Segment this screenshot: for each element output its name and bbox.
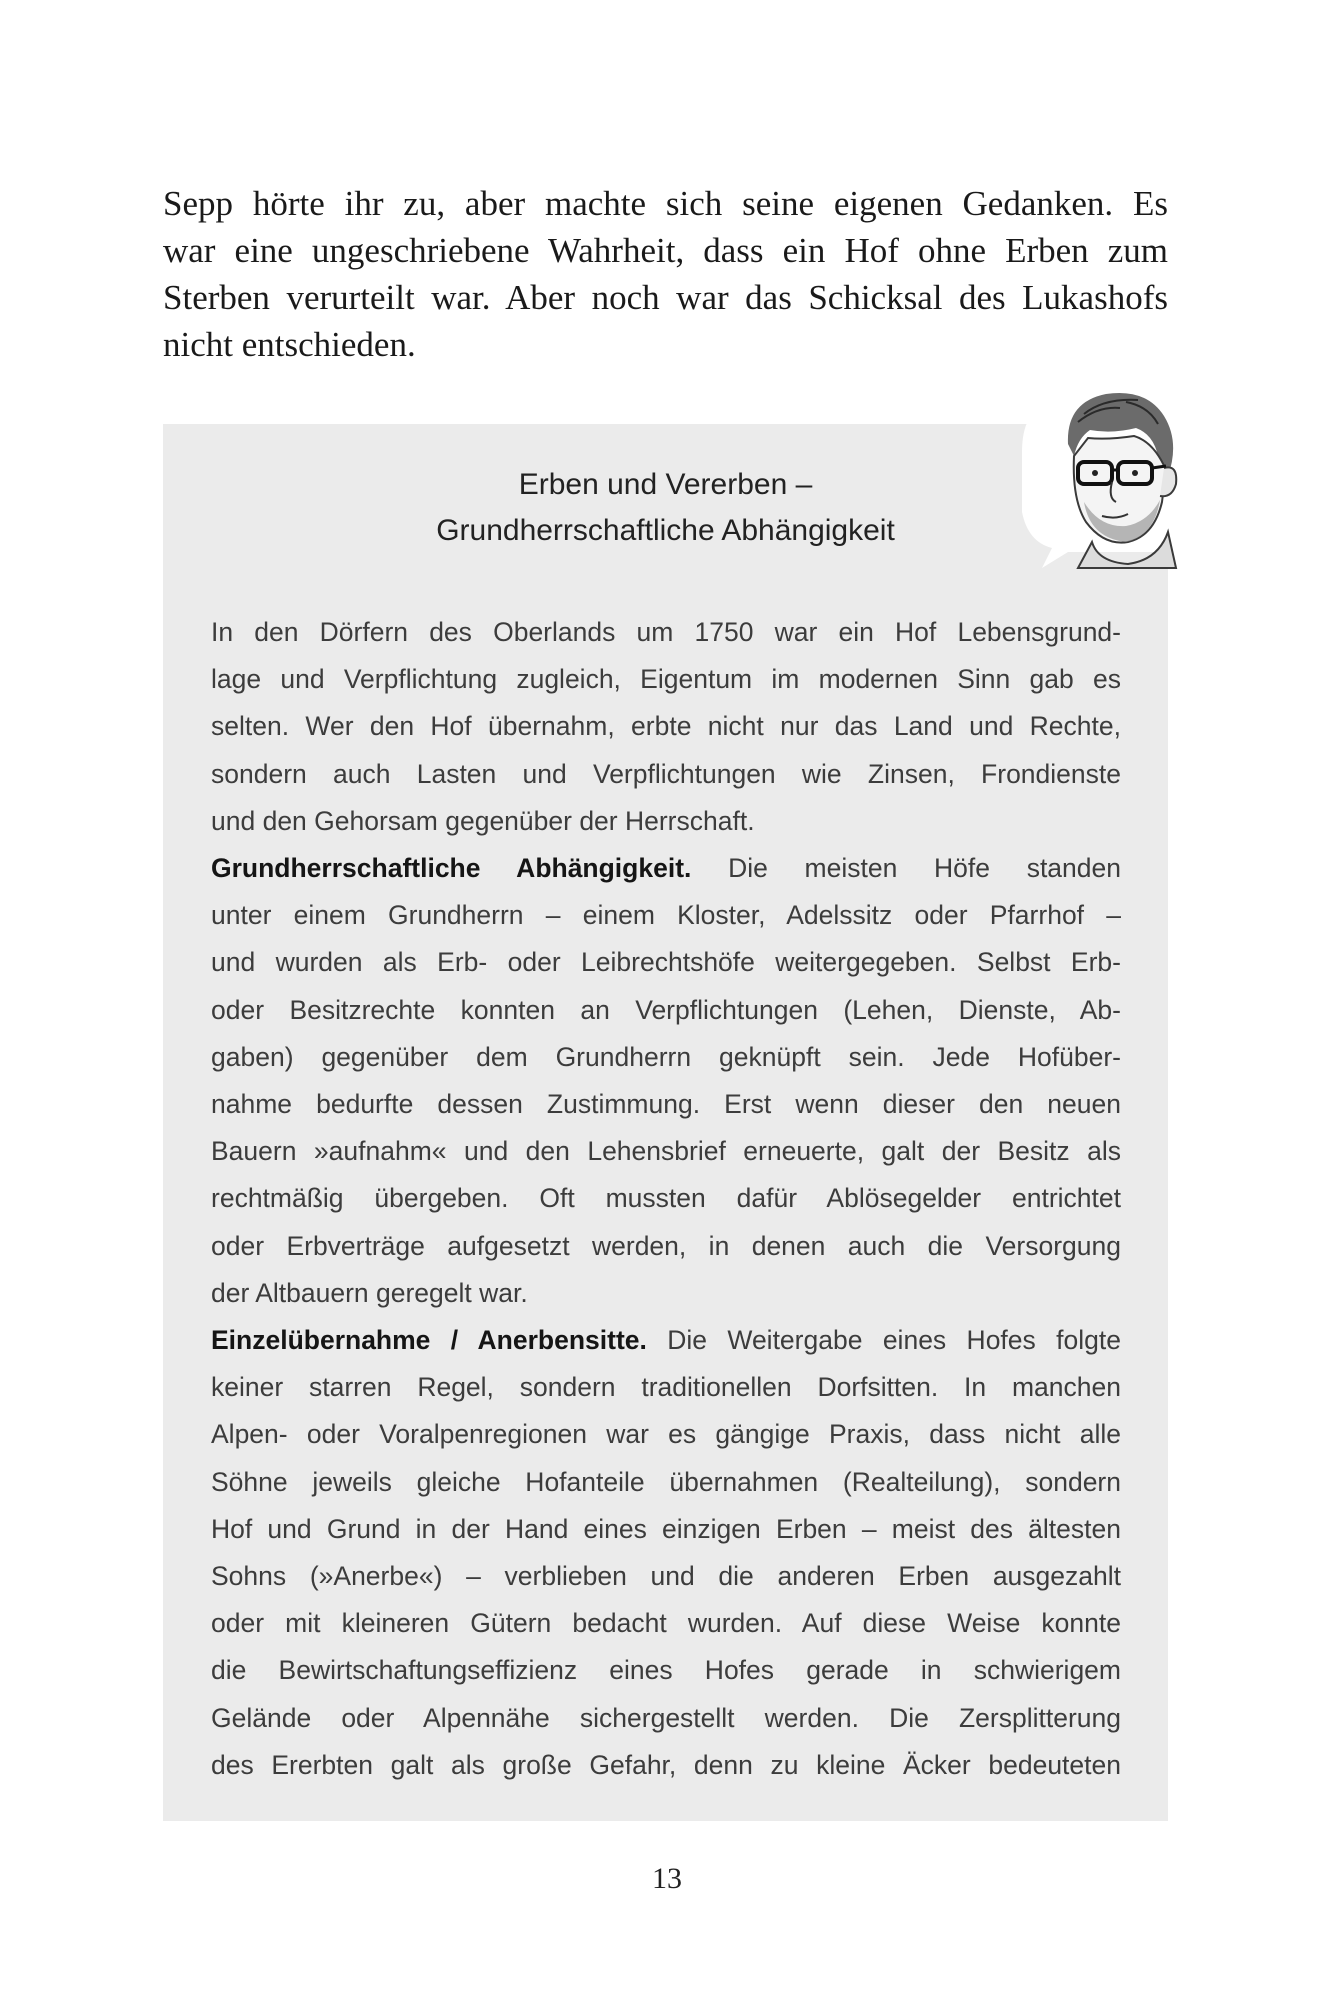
- body-line: oder Erbverträge aufgesetzt werden, in denen auch die Versorgung: [211, 1230, 1121, 1261]
- body-line: Hof und Grund in der Hand eines einzigen Erben – meist des ältesten: [211, 1513, 1121, 1544]
- body-line: und wurden als Erb- oder Leibrechtshöfe weitergegeben. Selbst Erb-: [211, 947, 1121, 978]
- section-heading: Grundherrschaftliche Abhängigkeit.: [211, 853, 692, 884]
- body-line: die Bewirtschaftungseffizienz eines Hofes gerade in schwierigem: [211, 1655, 1121, 1686]
- body-line: gaben) gegenüber dem Grundherrn geknüpft sein. Jede Hofüber-: [211, 1041, 1121, 1072]
- intro-line: Sepp hörte ihr zu, aber machte sich seine eigenen Gedanken. Es: [163, 184, 1168, 223]
- body-line: In den Dörfern des Oberlands um 1750 war ein Hof Lebensgrund-: [211, 617, 1121, 647]
- body-line: Sohns (»Anerbe«) – verblieben und die anderen Erben ausgezahlt: [211, 1561, 1121, 1592]
- body-line: nahme bedurfte dessen Zustimmung. Erst wenn dieser den neuen: [211, 1089, 1121, 1120]
- body-line: Söhne jeweils gleiche Hofanteile übernahmen (Realteilung), sondern: [211, 1466, 1121, 1497]
- body-line: des Ererbten galt als große Gefahr, denn zu kleine Äcker bedeuteten: [211, 1749, 1121, 1780]
- body-line: Grundherrschaftliche Abhängigkeit. Die meisten Höfe standen: [211, 853, 1121, 884]
- body-line: selten. Wer den Hof übernahm, erbte nicht nur das Land und Rechte,: [211, 711, 1121, 742]
- info-box-body: [211, 609, 1121, 1789]
- intro-paragraph: [163, 180, 1168, 368]
- intro-line: war eine ungeschriebene Wahrheit, dass ein Hof ohne Erben zum: [163, 231, 1168, 270]
- section-heading: Einzelübernahme / Anerbensitte.: [211, 1325, 647, 1356]
- body-line: sondern auch Lasten und Verpflichtungen wie Zinsen, Frondienste: [211, 758, 1121, 789]
- body-line: Alpen- oder Voralpenregionen war es gängige Praxis, dass nicht alle: [211, 1419, 1121, 1450]
- body-line: der Altbauern geregelt war.: [211, 1277, 528, 1308]
- intro-line: nicht entschieden.: [163, 325, 416, 364]
- body-line: oder mit kleineren Gütern bedacht wurden. Auf diese Weise konnte: [211, 1608, 1121, 1639]
- info-box-title: [163, 462, 1168, 554]
- info-box-title-line: Grundherrschaftliche Abhängigkeit: [436, 514, 895, 547]
- body-line: Bauern »aufnahm« und den Lehensbrief erneuerte, galt der Besitz als: [211, 1136, 1121, 1167]
- body-line: und den Gehorsam gegenüber der Herrschaft.: [211, 805, 755, 836]
- intro-line: Sterben verurteilt war. Aber noch war das Schicksal des Lukashofs: [163, 278, 1168, 317]
- body-line: Einzelübernahme / Anerbensitte. Die Weitergabe eines Hofes folgte: [211, 1325, 1121, 1356]
- body-line: unter einem Grundherrn – einem Kloster, Adelssitz oder Pfarrhof –: [211, 900, 1121, 931]
- info-box-title-line: Erben und Vererben –: [518, 468, 813, 501]
- body-line: Gelände oder Alpennähe sichergestellt werden. Die Zersplitterung: [211, 1702, 1121, 1733]
- body-line: lage und Verpflichtung zugleich, Eigentum im modernen Sinn gab es: [211, 664, 1121, 695]
- body-line: keiner starren Regel, sondern traditionellen Dorfsitten. In manchen: [211, 1372, 1121, 1403]
- page-number: 13: [652, 1862, 682, 1895]
- body-line: rechtmäßig übergeben. Oft mussten dafür Ablösegelder entrichtet: [211, 1183, 1121, 1214]
- body-line: oder Besitzrechte konnten an Verpflichtungen (Lehen, Dienste, Ab-: [211, 994, 1121, 1025]
